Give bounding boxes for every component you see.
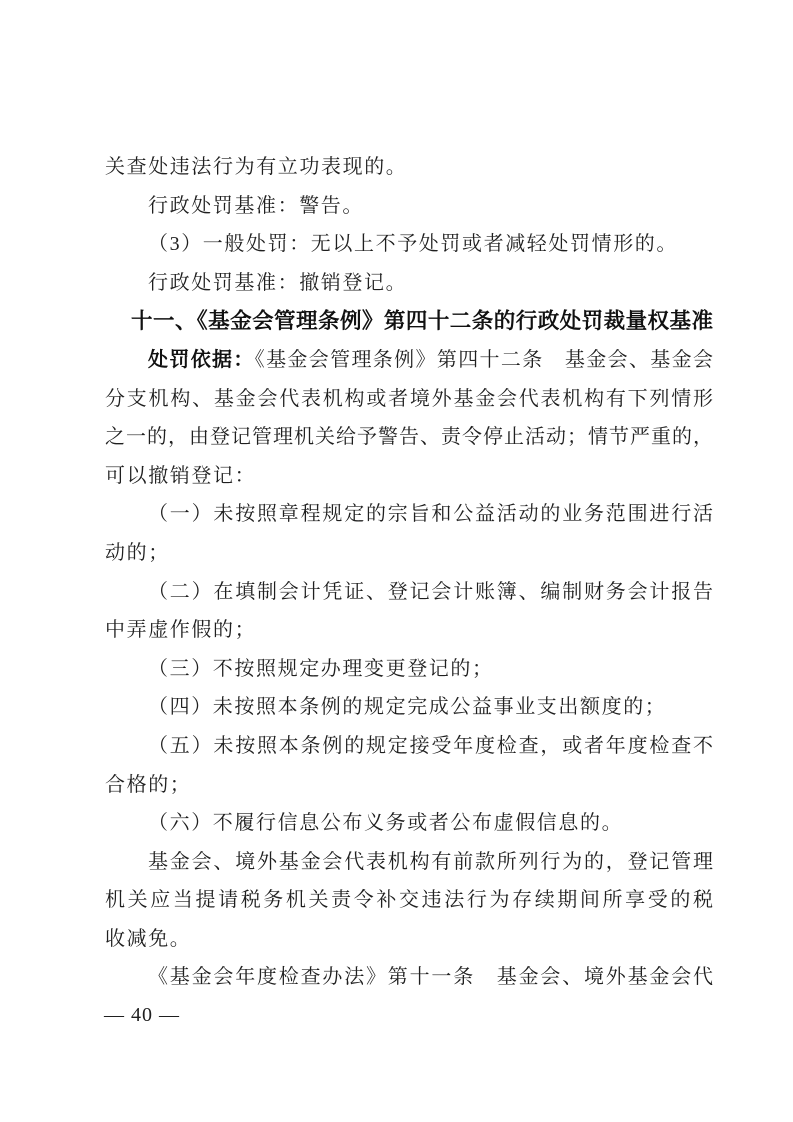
document-line: [105, 881, 713, 920]
bold-label: 处罚依据：: [148, 348, 255, 371]
document-line: [105, 727, 713, 766]
line-text: 中弄虚作假的；: [105, 619, 257, 642]
document-line: [105, 225, 713, 264]
line-text: 行政处罚基准：撤销登记。: [148, 271, 408, 294]
line-text: 合格的；: [105, 773, 192, 796]
document-line: [105, 534, 713, 573]
line-text: （六）不履行信息公布义务或者公布虚假信息的。: [148, 812, 624, 835]
document-line: [105, 573, 713, 612]
line-text: （四）未按照本条例的规定完成公益事业支出额度的；: [148, 696, 667, 719]
line-text: 动的；: [105, 541, 170, 564]
document-line: [105, 380, 713, 419]
document-line: [105, 611, 713, 650]
document-line: [105, 148, 713, 187]
heading-text: 十一、《基金会管理条例》第四十二条的行政处罚裁量权基准: [131, 309, 713, 334]
document-line: [105, 650, 713, 689]
line-text: （五）未按照本条例的规定接受年度检查，或者年度检查不: [148, 734, 713, 757]
line-text: 之一的，由登记管理机关给予警告、责令停止活动；情节严重的，: [105, 426, 713, 449]
line-text: 机关应当提请税务机关责令补交违法行为存续期间所享受的税: [105, 889, 713, 912]
line-text: 《基金会年度检查办法》第十一条 基金会、境外基金会代: [148, 966, 713, 989]
document-line: [105, 688, 713, 727]
document-line: [105, 843, 713, 882]
document-line: [105, 187, 713, 226]
line-text: 《基金会管理条例》第四十二条 基金会、基金会: [254, 348, 713, 371]
line-text: （二）在填制会计凭证、登记会计账簿、编制财务会计报告: [148, 580, 713, 603]
line-text: 收减免。: [105, 927, 192, 950]
section-heading: [105, 302, 713, 341]
page-number: — 40 —: [104, 1004, 180, 1026]
document-line: [105, 264, 713, 303]
line-text: （三）不按照规定办理变更登记的；: [148, 657, 494, 680]
line-text: 可以撤销登记：: [105, 464, 257, 487]
line-text: （3）一般处罚：无以上不予处罚或者减轻处罚情形的。: [148, 233, 678, 256]
document-line: [105, 341, 713, 380]
document-text-block: [105, 148, 713, 997]
document-line: [105, 958, 713, 997]
document-line: [105, 804, 713, 843]
line-text: 基金会、境外基金会代表机构有前款所列行为的，登记管理: [148, 850, 713, 873]
document-line: [105, 457, 713, 496]
line-text: 分支机构、基金会代表机构或者境外基金会代表机构有下列情形: [105, 387, 713, 410]
document-line: [105, 495, 713, 534]
line-text: （一）未按照章程规定的宗旨和公益活动的业务范围进行活: [148, 503, 713, 526]
line-text: 关查处违法行为有立功表现的。: [105, 156, 408, 178]
document-line: [105, 920, 713, 959]
line-text: 行政处罚基准：警告。: [148, 194, 364, 217]
document-line: [105, 418, 713, 457]
document-line: [105, 766, 713, 805]
